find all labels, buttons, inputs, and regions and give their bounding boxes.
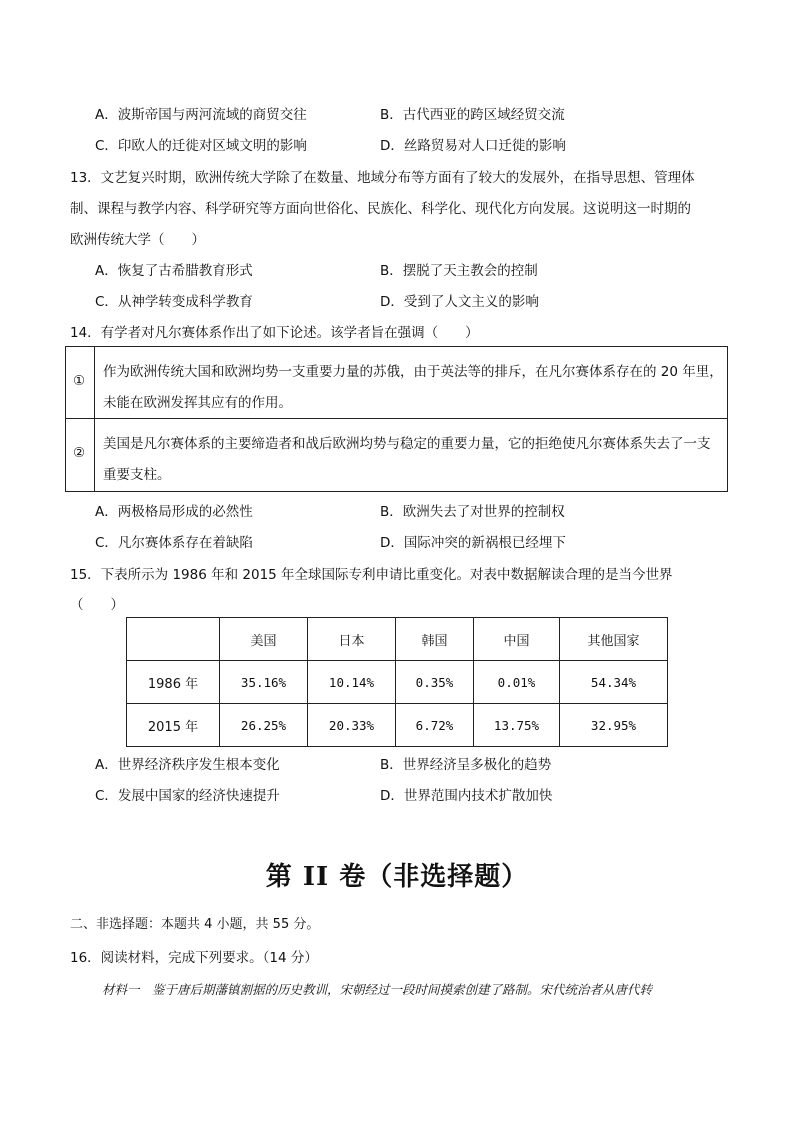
q14-quote-table — [65, 346, 728, 492]
table-cell: 0.35% — [396, 661, 474, 704]
q15-data-table — [126, 617, 668, 747]
table-header-cell: 韩国 — [396, 618, 474, 661]
q15-stem-line1: 15．下表所示为 1986 年和 2015 年全球国际专利申请比重变化。对表中数据解读合理的是当今世界 — [70, 567, 673, 583]
table-cell: 6.72% — [396, 704, 474, 747]
q14-stem: 14．有学者对凡尔赛体系作出了如下论述。该学者旨在强调（ ） — [70, 325, 479, 341]
q13-option-c: C．从神学转变成科学教育 — [95, 294, 253, 310]
section-intro: 二、非选择题：本题共 4 小题，共 55 分。 — [70, 917, 320, 932]
table-row — [127, 704, 668, 747]
q14-option-c: C．凡尔赛体系存在着缺陷 — [95, 535, 253, 551]
table-row-label: 1986 年 — [127, 661, 220, 704]
table-cell: 32.95% — [560, 704, 668, 747]
table-cell: 35.16% — [220, 661, 308, 704]
q13-stem-line1: 13．文艺复兴时期，欧洲传统大学除了在数量、地域分布等方面有了较大的发展外，在指导思想、管理体 — [70, 170, 695, 186]
q14-option-d: D．国际冲突的新祸根已经埋下 — [380, 535, 566, 551]
q12-option-c: C．印欧人的迁徙对区域文明的影响 — [95, 138, 307, 154]
q14-quote-row-2 — [66, 419, 727, 491]
q14-quote-text-2: 美国是凡尔赛体系的主要缔造者和战后欧洲均势与稳定的重要力量，它的拒绝使凡尔赛体系失去了一支重要支柱。 — [103, 436, 711, 483]
q13-option-d: D．受到了人文主义的影响 — [380, 294, 539, 310]
q12-option-b: B．古代西亚的跨区域经贸交流 — [380, 107, 565, 123]
q13-stem-line2: 制、课程与教学内容、科学研究等方面向世俗化、民族化、科学化、现代化方向发展。这说明这一时期的 — [70, 201, 691, 217]
section-title: 第 II 卷（非选择题） — [265, 862, 529, 892]
table-header-cell: 美国 — [220, 618, 308, 661]
q14-quote-row-1 — [66, 347, 727, 419]
q13-stem-line3: 欧洲传统大学（ ） — [70, 232, 205, 248]
q15-option-b: B．世界经济呈多极化的趋势 — [380, 757, 552, 773]
table-header-cell: 中国 — [474, 618, 560, 661]
q14-quote-number-2: ② — [73, 445, 86, 461]
table-cell: 26.25% — [220, 704, 308, 747]
table-cell: 10.14% — [308, 661, 396, 704]
q12-option-d: D．丝路贸易对人口迁徙的影响 — [380, 138, 566, 154]
q13-option-a: A．恢复了古希腊教育形式 — [95, 263, 253, 279]
table-header-cell: 其他国家 — [560, 618, 668, 661]
table-row-label: 2015 年 — [127, 704, 220, 747]
q14-option-a: A．两极格局形成的必然性 — [95, 504, 253, 520]
table-header-row — [127, 618, 668, 661]
table-row — [127, 661, 668, 704]
q14-option-b: B．欧洲失去了对世界的控制权 — [380, 504, 565, 520]
q15-stem-line2: （ ） — [70, 597, 124, 613]
table-cell: 13.75% — [474, 704, 560, 747]
q14-quote-text-1: 作为欧洲传统大国和欧洲均势一支重要力量的苏俄，由于英法等的排斥，在凡尔赛体系存在的 20 年里，未能在欧洲发挥其应有的作用。 — [103, 364, 723, 411]
q13-option-b: B．摆脱了天主教会的控制 — [380, 263, 538, 279]
q15-option-d: D．世界范围内技术扩散加快 — [380, 788, 553, 804]
table-header-cell: 日本 — [308, 618, 396, 661]
table-header-cell — [127, 618, 220, 661]
table-cell: 0.01% — [474, 661, 560, 704]
q16-stem: 16．阅读材料，完成下列要求。（14 分） — [70, 950, 318, 966]
q15-option-c: C．发展中国家的经济快速提升 — [95, 788, 280, 804]
table-cell: 20.33% — [308, 704, 396, 747]
table-cell: 54.34% — [560, 661, 668, 704]
q12-option-a: A．波斯帝国与两河流域的商贸交往 — [95, 107, 307, 123]
q16-material-1: 材料一 鉴于唐后期藩镇割据的历史教训，宋朝经过一段时间摸索创建了路制。宋代统治者从唐代转 — [102, 982, 653, 997]
q15-option-a: A．世界经济秩序发生根本变化 — [95, 757, 280, 773]
q14-quote-number-1: ① — [73, 373, 86, 389]
